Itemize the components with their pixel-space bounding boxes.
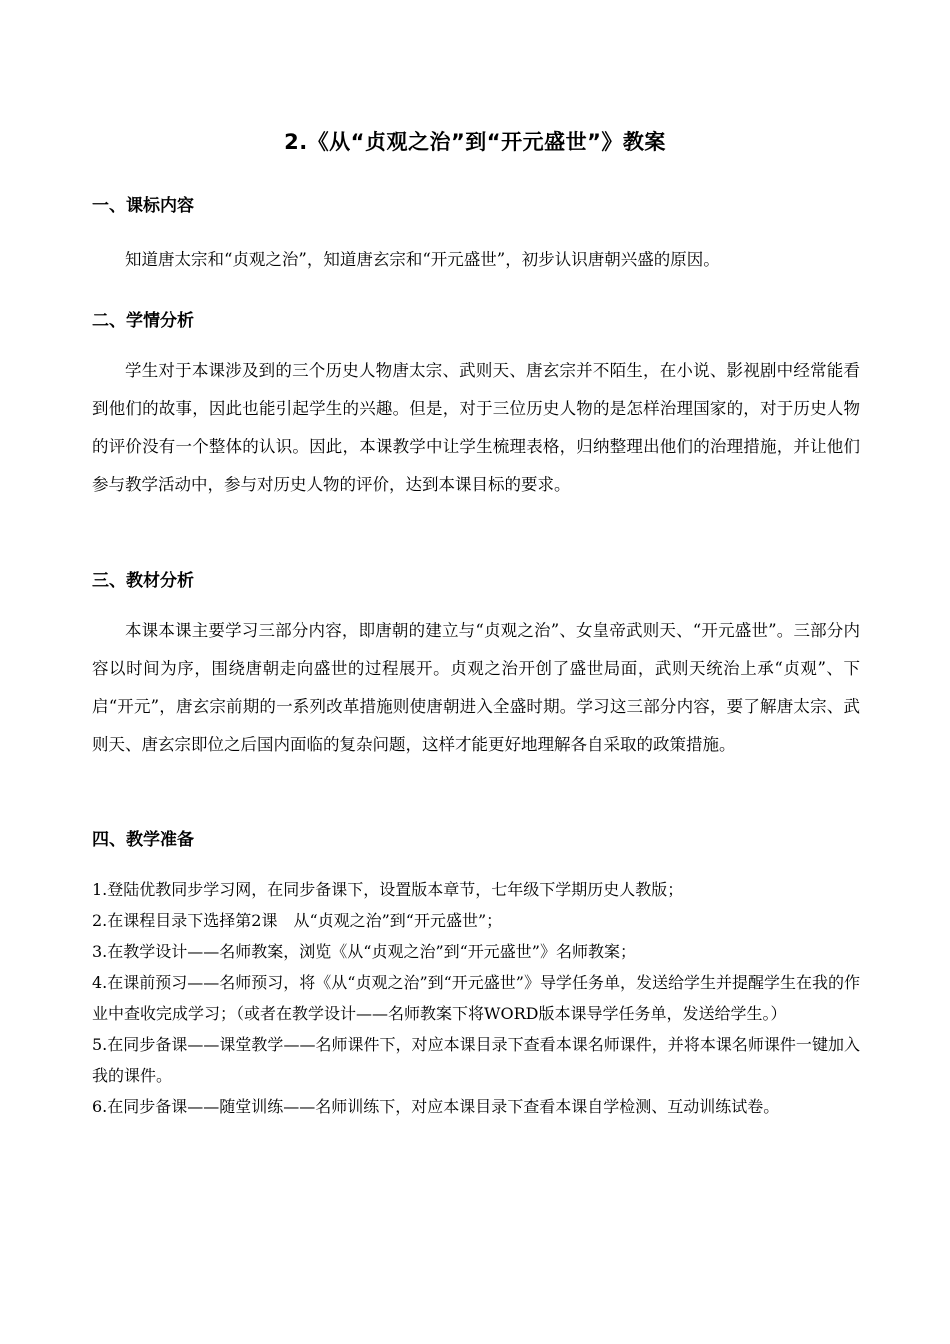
list-item: 2.在课程目录下选择第2课 从“贞观之治”到“开元盛世”； (92, 911, 503, 930)
list-item: 6.在同步备课——随堂训练——名师训练下，对应本课目录下查看本课自学检测、互动训练试卷。 (92, 1097, 780, 1116)
section-body-curriculum: 知道唐太宗和“贞观之治”，知道唐玄宗和“开元盛世”，初步认识唐朝兴盛的原因。 (125, 250, 720, 269)
prep-list (92, 874, 860, 1122)
list-item: 5.在同步备课——课堂教学——名师课件下，对应本课目录下查看本课名师课件，并将本课名师课件一键加入我的课件。 (92, 1035, 860, 1085)
section-heading-curriculum: 一、课标内容 (92, 196, 194, 216)
document-title: 2.《从“贞观之治”到“开元盛世”》教案 (284, 130, 666, 154)
section-heading-textbook-analysis: 三、教材分析 (92, 571, 194, 591)
list-item: 4.在课前预习——名师预习，将《从“贞观之治”到“开元盛世”》导学任务单，发送给学生并提醒学生在我的作业中查收完成学习；（或者在教学设计——名师教案下将WORD版本课导学任务单，发送给学生。） (92, 973, 860, 1023)
section-body-textbook-analysis: 本课本课主要学习三部分内容，即唐朝的建立与“贞观之治”、女皇帝武则天、“开元盛世”。三部分内容以时间为序，围绕唐朝走向盛世的过程展开。贞观之治开创了盛世局面，武则天统治上承“贞观”、下启“开元”，唐玄宗前期的一系列改革措施则使唐朝进入全盛时期。学习这三部分内容，要了解唐太宗、武则天、唐玄宗即位之后国内面临的复杂问题，这样才能更好地理解各自采取的政策措施。 (92, 621, 860, 754)
section-heading-student-analysis: 二、学情分析 (92, 311, 194, 331)
section-body-student-analysis: 学生对于本课涉及到的三个历史人物唐太宗、武则天、唐玄宗并不陌生，在小说、影视剧中经常能看到他们的故事，因此也能引起学生的兴趣。但是，对于三位历史人物的是怎样治理国家的，对于历史人物的评价没有一个整体的认识。因此，本课教学中让学生梳理表格，归纳整理出他们的治理措施，并让他们参与教学活动中，参与对历史人物的评价，达到本课目标的要求。 (92, 361, 860, 494)
list-item: 1.登陆优教同步学习网，在同步备课下，设置版本章节，七年级下学期历史人教版； (92, 880, 684, 899)
list-item: 3.在教学设计——名师教案，浏览《从“贞观之治”到“开元盛世”》名师教案； (92, 942, 636, 961)
section-heading-teaching-prep: 四、教学准备 (92, 830, 194, 850)
